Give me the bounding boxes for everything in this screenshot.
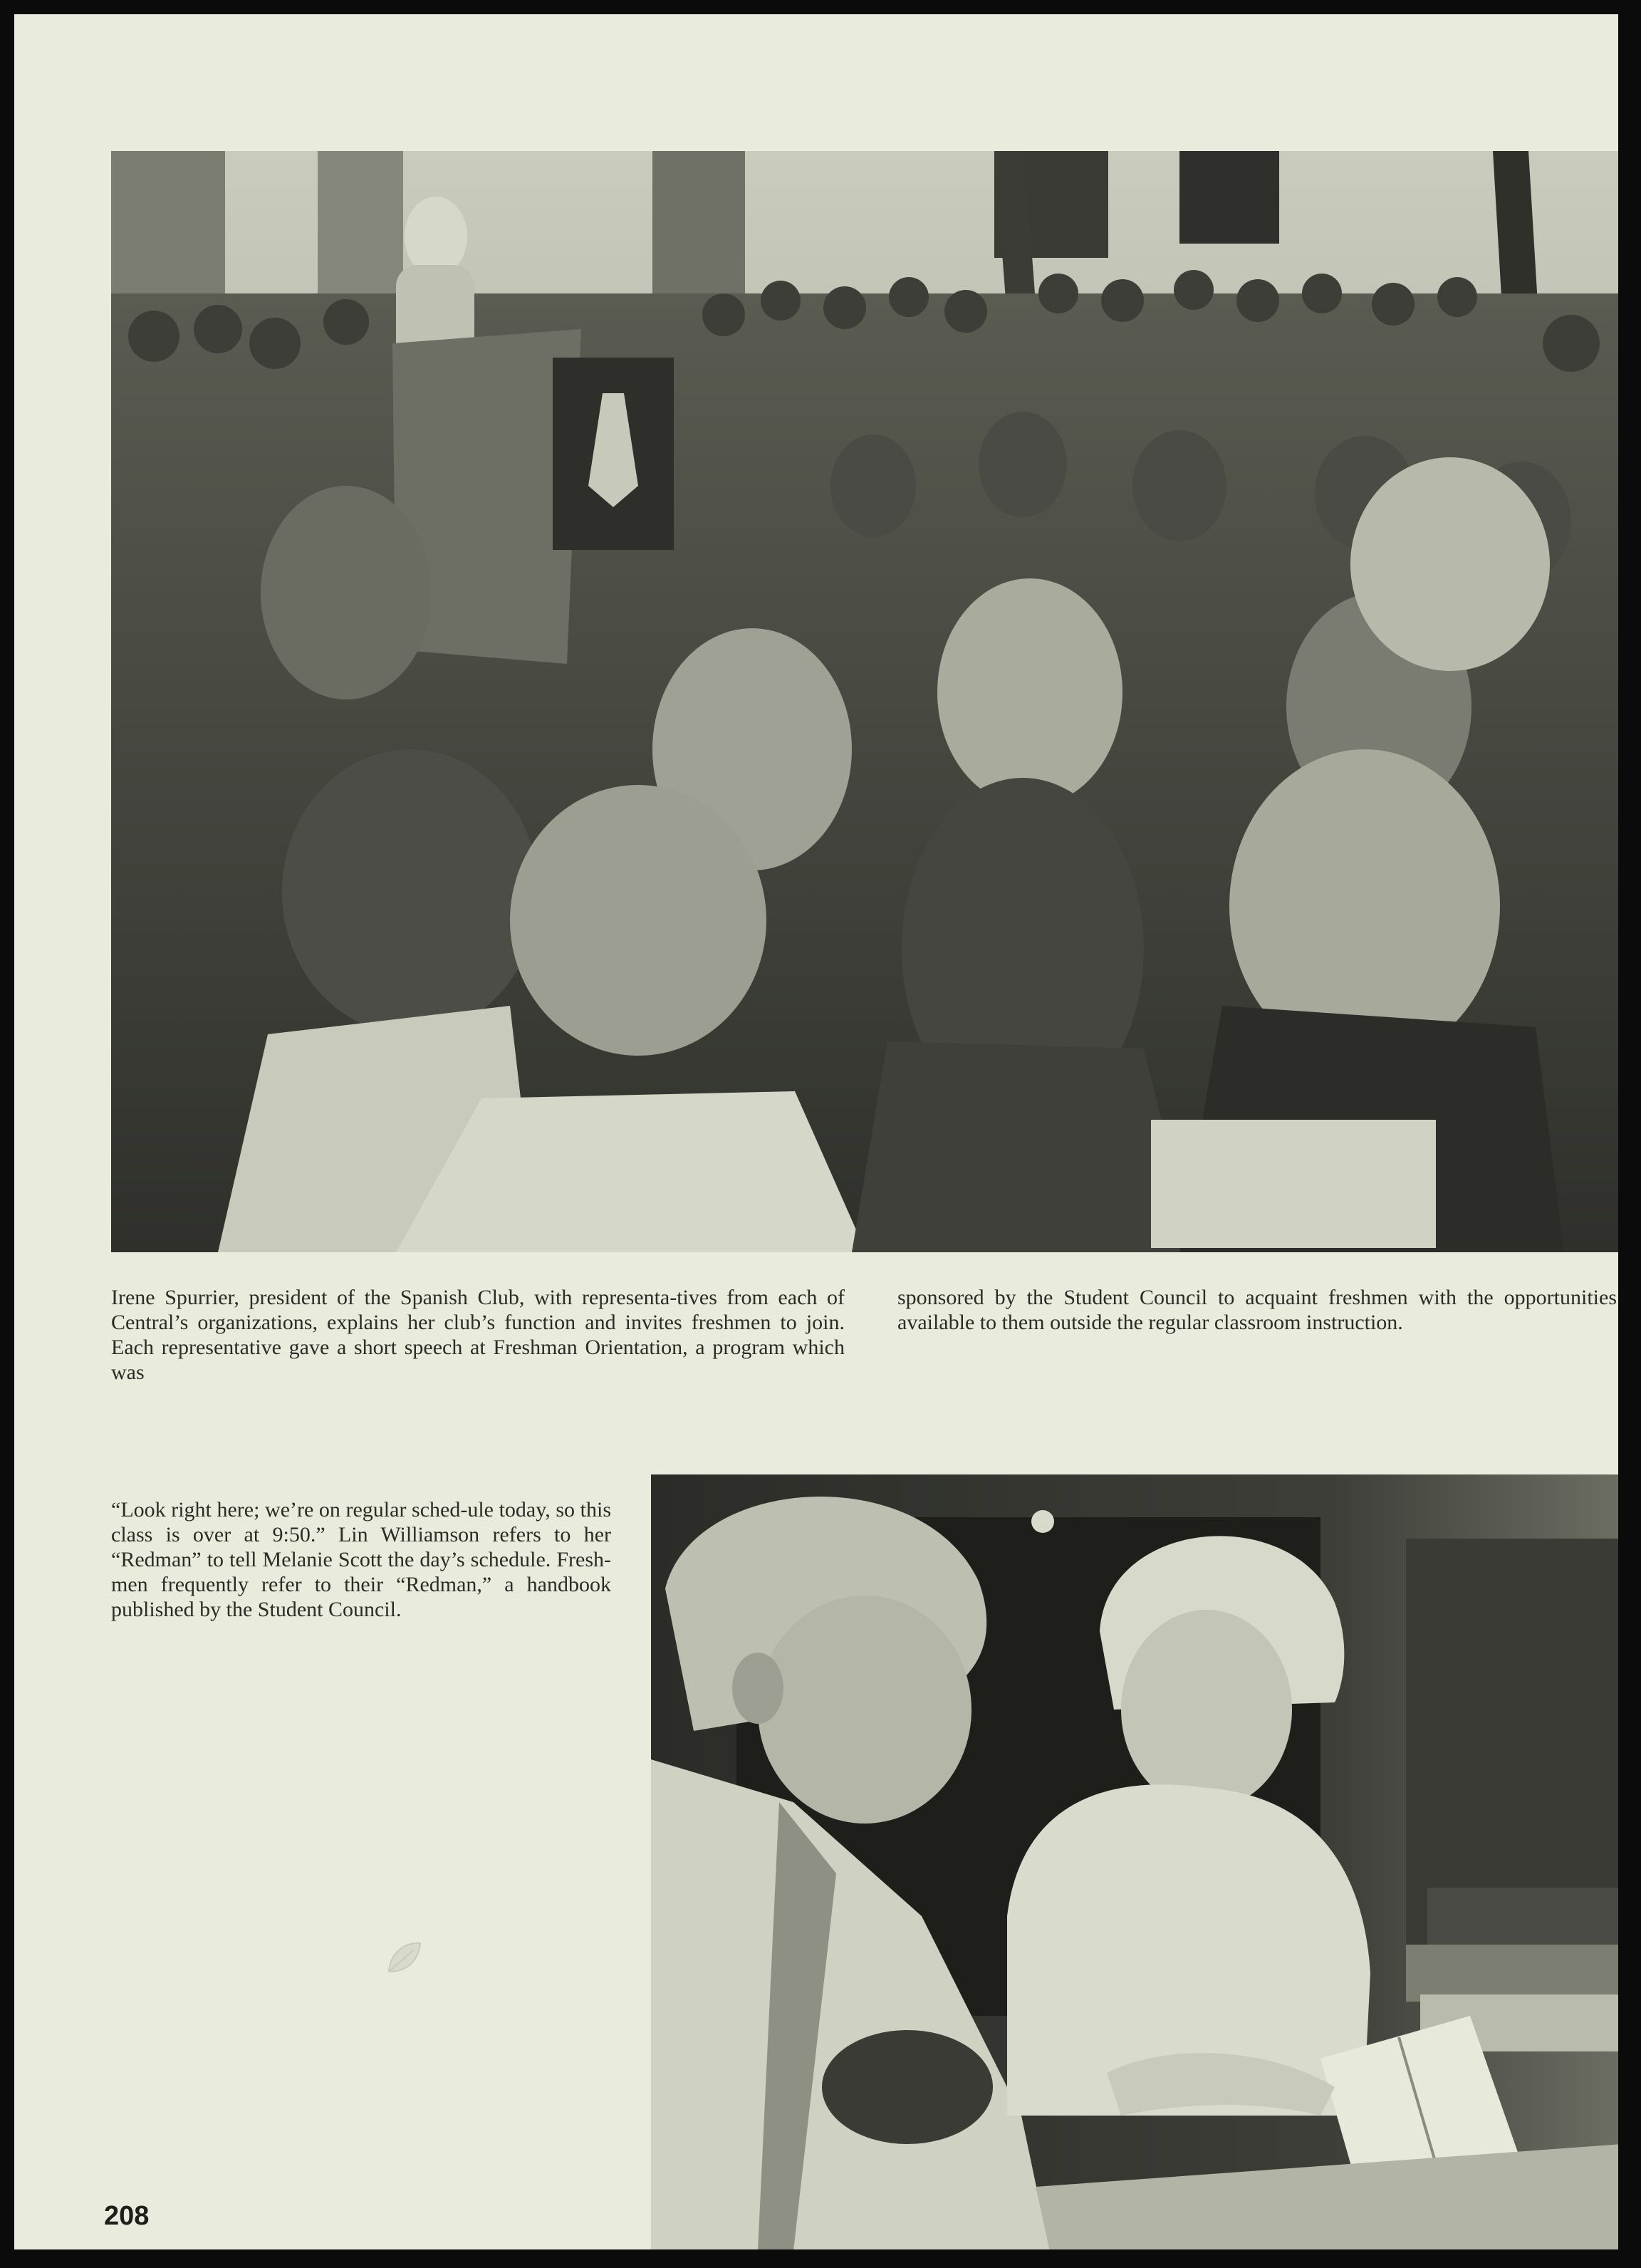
freshman-orientation-photo — [111, 151, 1618, 1252]
page-number: 208 — [104, 2201, 150, 2231]
redman-handbook-photo — [651, 1474, 1618, 2249]
orientation-caption-part2: sponsored by the Student Council to acquaint freshmen with the opportunities available to them outside the regular classroom instruction. — [897, 1286, 1617, 1334]
yearbook-page — [14, 14, 1618, 2249]
redman-caption: “Look right here; we’re on regular sched-ule today, so this class is over at 9:50.” Lin Williamson refers to her “Redman” to tell Melanie Scott the day’s schedule. Fresh-men frequently refer to their “Redman,” a handbook published by the Student Council. — [111, 1498, 611, 1621]
orientation-caption-part1: Irene Spurrier, president of the Spanish Club, with representa-tives from each of Central’s organizations, explains her club’s function and invites freshmen to join. Each representative gave a short speech at Freshman Orientation, a program which was — [111, 1286, 845, 1384]
leaf-mark-icon — [385, 1937, 424, 1977]
